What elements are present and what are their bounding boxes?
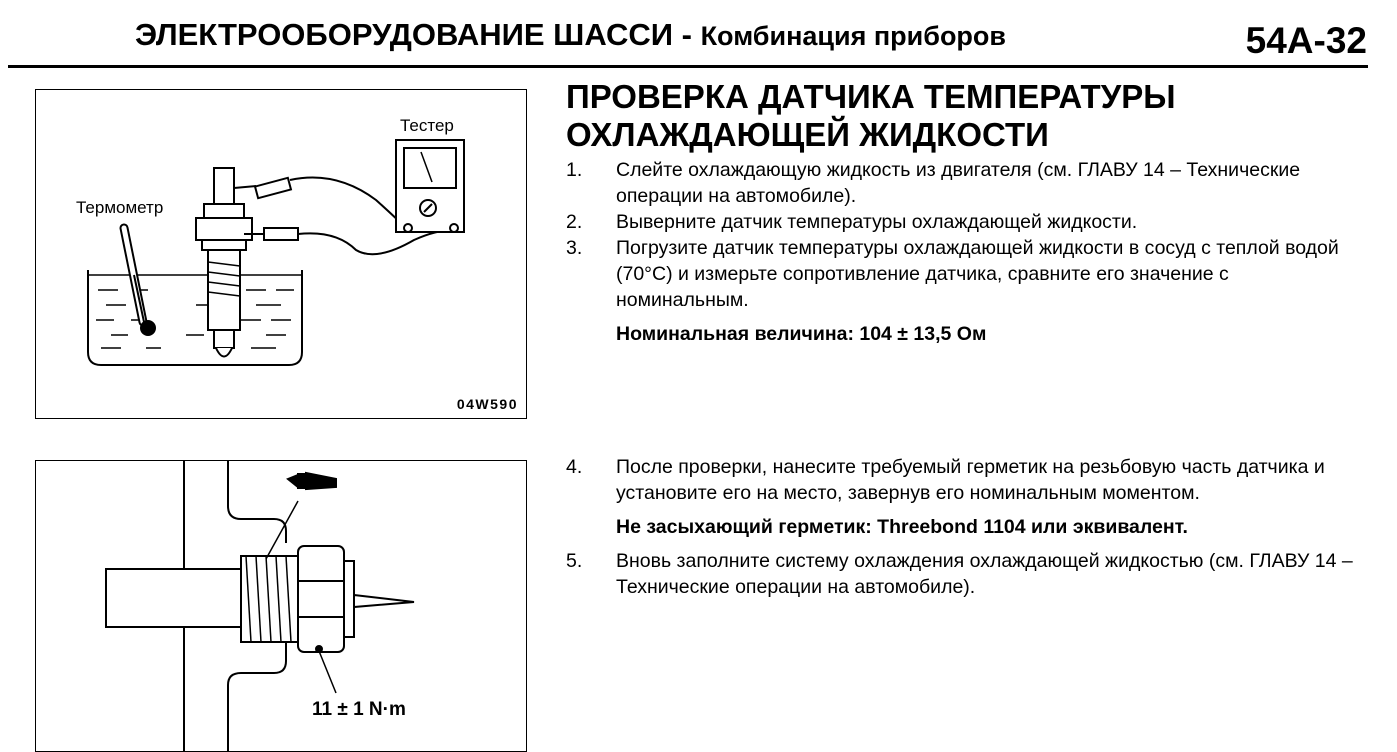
page-header [0, 0, 1397, 70]
torque-value: 11 ± 1 N·m [312, 699, 406, 720]
section-title: ПРОВЕРКА ДАТЧИКА ТЕМПЕРАТУРЫ ОХЛАЖДАЮЩЕЙ ЖИДКОСТИ [566, 78, 1176, 153]
steps-list-b [566, 454, 1366, 600]
sealant-spec: Не засыхающий герметик: Threebond 1104 или эквивалент. [616, 516, 1188, 538]
tester-label: Тестер [400, 116, 454, 135]
step-5: 5. Вновь заполните систему охлаждения охлаждающей жидкостью (см. ГЛАВУ 14 – Технические операции на автомобиле). [566, 550, 1353, 598]
header-title: ЭЛЕКТРООБОРУДОВАНИЕ ШАССИ - Комбинация приборов [135, 17, 1007, 52]
step-4: 4. После проверки, нанесите требуемый герметик на резьбовую часть датчика и установите его на место, завернув его номинальным моментом. [566, 456, 1325, 504]
installed-sensor-icon [106, 546, 414, 652]
figure-code: 04W590 [456, 396, 518, 412]
figure-sensor-installation [35, 460, 527, 752]
thermometer-icon [124, 228, 156, 336]
header-rule [8, 65, 1368, 68]
figure-sensor-test [35, 89, 527, 419]
step-2: 2. Выверните датчик температуры охлаждающей жидкости. [566, 211, 1138, 233]
torque-leader-line [319, 651, 336, 693]
step-3: 3. Погрузите датчик температуры охлаждающей жидкости в сосуд с теплой водой (70°С) и измерьте сопротивление датчика, сравните его значение с номинальным. [566, 237, 1339, 311]
steps-list-a [566, 157, 1366, 347]
step-1: 1. Слейте охлаждающую жидкость из двигателя (см. ГЛАВУ 14 – Технические операции на автомобиле). [566, 159, 1301, 207]
nominal-spec: Номинальная величина: 104 ± 13,5 Ом [616, 323, 987, 345]
page-number: 54А-32 [1245, 20, 1367, 61]
thermometer-label: Термометр [76, 198, 164, 217]
sensor-test-illustration [36, 90, 526, 418]
water-vessel [88, 270, 302, 365]
sensor-installation-illustration [36, 461, 526, 751]
water-lines [96, 290, 294, 348]
tester-meter-icon [396, 140, 464, 232]
coolant-sensor-icon [196, 168, 252, 357]
